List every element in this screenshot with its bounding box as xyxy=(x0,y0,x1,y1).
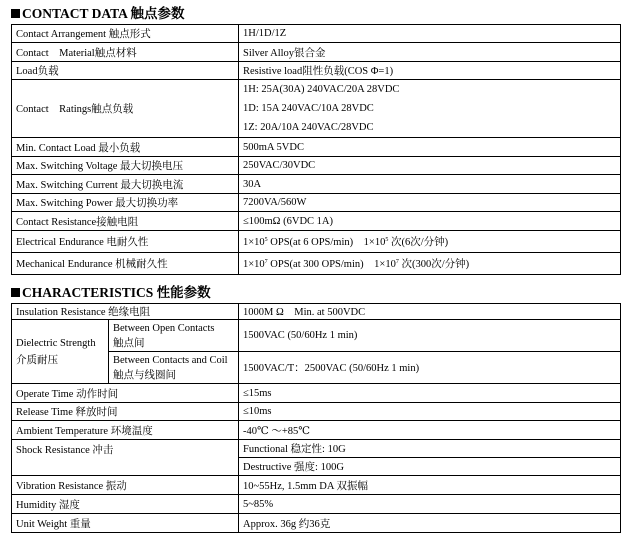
electrical-endurance-value xyxy=(239,231,621,253)
exponent: 5 xyxy=(385,237,389,243)
table-row xyxy=(12,495,621,514)
table-row xyxy=(12,253,621,275)
exponent: 7 xyxy=(395,259,399,265)
dielectric-label xyxy=(12,320,109,384)
row-value: ≤15ms xyxy=(239,384,621,403)
value-part: OPS(at 300 OPS/min) 1×10 xyxy=(267,259,396,270)
rating-1z: 1Z: 20A/10A 240VAC/28VDC xyxy=(243,122,374,133)
square-bullet-icon xyxy=(11,288,20,297)
table-row xyxy=(12,194,621,212)
row-value: Destructive 强度: 100G xyxy=(239,458,621,476)
table-row xyxy=(12,384,621,403)
table-row xyxy=(12,421,621,440)
contact-data-title-text: CONTACT DATA 触点参数 xyxy=(22,6,185,21)
row-label: Shock Resistance 冲击 xyxy=(12,440,239,476)
table-row xyxy=(12,25,621,43)
table-row xyxy=(12,138,621,157)
row-value: 10~55Hz, 1.5mm DA 双振幅 xyxy=(239,476,621,495)
contact-ratings-cell xyxy=(239,80,621,138)
row-value: ≤100mΩ (6VDC 1A) xyxy=(239,212,621,231)
exponent: 5 xyxy=(264,237,268,243)
row-label: Min. Contact Load 最小负载 xyxy=(12,138,239,157)
row-label: Contact Resistance接触电阻 xyxy=(12,212,239,231)
table-row xyxy=(12,304,621,320)
row-value: 30A xyxy=(239,175,621,194)
table-row xyxy=(12,440,621,458)
row-label: Electrical Endurance 电耐久性 xyxy=(12,231,239,253)
table-row xyxy=(12,514,621,533)
contact-data-table xyxy=(11,24,621,275)
row-value: 7200VA/560W xyxy=(239,194,621,212)
table-row xyxy=(12,80,621,138)
dielectric-label-en: Dielectric Strength xyxy=(16,337,96,349)
table-row xyxy=(12,43,621,62)
row-label: Max. Switching Voltage 最大切换电压 xyxy=(12,157,239,175)
value-part: 1×10 xyxy=(243,237,265,248)
table-row xyxy=(12,175,621,194)
row-value: 1000M Ω Min. at 500VDC xyxy=(239,304,621,320)
row-value: Approx. 36g 约36克 xyxy=(239,514,621,533)
row-value: 5~85% xyxy=(239,495,621,514)
row-value: -40℃ ～+85℃ xyxy=(239,421,621,440)
sub-label-en: Between Open Contacts xyxy=(113,322,215,334)
sub-label-contacts-coil xyxy=(109,352,239,384)
row-value: ≤10ms xyxy=(239,403,621,421)
rating-1d: 1D: 15A 240VAC/10A 28VDC xyxy=(243,103,374,114)
table-row xyxy=(12,476,621,495)
row-label: Contact Material触点材料 xyxy=(12,43,239,62)
sub-label-cn: 触点间 xyxy=(113,337,145,349)
characteristics-title xyxy=(11,285,211,301)
sub-label-cn: 触点与线圈间 xyxy=(113,369,176,381)
table-row xyxy=(12,403,621,421)
row-label: Contact Arrangement 触点形式 xyxy=(12,25,239,43)
table-row xyxy=(12,231,621,253)
contact-data-title xyxy=(11,6,185,22)
row-label: Unit Weight 重量 xyxy=(12,514,239,533)
row-value: 250VAC/30VDC xyxy=(239,157,621,175)
row-label: Load负载 xyxy=(12,62,239,80)
rating-1h: 1H: 25A(30A) 240VAC/20A 28VDC xyxy=(243,84,400,95)
dielectric-label-cn: 介质耐压 xyxy=(16,354,58,366)
row-label: Ambient Temperature 环境温度 xyxy=(12,421,239,440)
square-bullet-icon xyxy=(11,9,20,18)
row-value: 1H/1D/1Z xyxy=(239,25,621,43)
row-label: Contact Ratings触点负载 xyxy=(12,80,239,138)
row-value: 1500VAC (50/60Hz 1 min) xyxy=(239,320,621,352)
table-row xyxy=(12,62,621,80)
table-row xyxy=(12,212,621,231)
row-label: Max. Switching Current 最大切换电流 xyxy=(12,175,239,194)
row-value: Functional 稳定性: 10G xyxy=(239,440,621,458)
row-value: 1500VAC/T：2500VAC (50/60Hz 1 min) xyxy=(239,352,621,384)
table-row xyxy=(12,320,621,352)
mechanical-endurance-value xyxy=(239,253,621,275)
sub-label-open-contacts xyxy=(109,320,239,352)
characteristics-title-text: CHARACTERISTICS 性能参数 xyxy=(22,285,211,300)
row-label: Humidity 湿度 xyxy=(12,495,239,514)
value-part: 次(6次/分钟) xyxy=(388,237,449,248)
row-value: Resistive load阻性负载(COS Φ=1) xyxy=(239,62,621,80)
sub-label-en: Between Contacts and Coil xyxy=(113,354,228,366)
row-label: Max. Switching Power 最大切换功率 xyxy=(12,194,239,212)
value-part: OPS(at 6 OPS/min) 1×10 xyxy=(267,237,386,248)
row-label: Insulation Resistance 绝缘电阻 xyxy=(12,304,239,320)
table-row xyxy=(12,157,621,175)
row-value: 500mA 5VDC xyxy=(239,138,621,157)
row-label: Vibration Resistance 振动 xyxy=(12,476,239,495)
value-part: 次(300次/分钟) xyxy=(398,259,470,270)
row-value: Silver Alloy银合金 xyxy=(239,43,621,62)
row-label: Mechanical Endurance 机械耐久性 xyxy=(12,253,239,275)
exponent: 7 xyxy=(264,259,268,265)
value-part: 1×10 xyxy=(243,259,265,270)
row-label: Operate Time 动作时间 xyxy=(12,384,239,403)
characteristics-table xyxy=(11,303,621,533)
row-label: Release Time 释放时间 xyxy=(12,403,239,421)
